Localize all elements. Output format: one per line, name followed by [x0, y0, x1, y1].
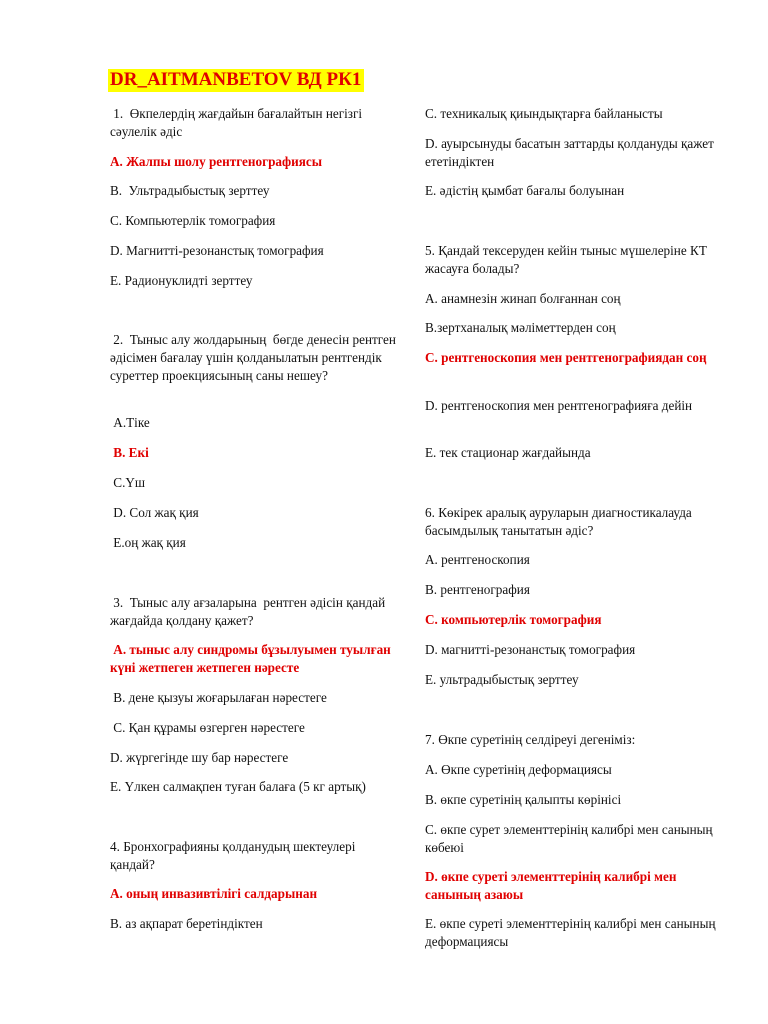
question-4-option-b: B. аз ақпарат беретіндіктен — [110, 916, 263, 931]
question-3-option-e: E. Үлкен салмақпен туған балаға (5 кг артық) — [110, 779, 366, 794]
question-1-stem: 1. Өкпелердің жағдайын бағалайтын негізгі сәулелік әдіс — [110, 106, 366, 139]
question-2-option-b-correct: B. Екі — [110, 445, 149, 460]
question-4-option-a-correct: A. оның инвазивтілігі салдарынан — [110, 886, 318, 901]
question-4-option-c: C. техникалық қиындықтарға байланысты — [425, 106, 663, 121]
question-5-option-a: A. анамнезін жинап болғаннан соң — [425, 291, 621, 306]
question-6-stem: 6. Көкірек аралық ауруларын диагностикалауда басымдылық танытатын әдіс? — [425, 505, 696, 538]
question-1-option-d: D. Магнитті-резонанстық томография — [110, 243, 324, 258]
question-6-option-d: D. магнитті-резонанстық томография — [425, 642, 636, 657]
question-6-option-c-correct: C. компьютерлік томография — [425, 612, 602, 627]
question-5-option-c-correct: C. рентгеноскопия мен рентгенографиядан соң — [425, 350, 707, 365]
question-2-option-e: E.оң жақ қия — [110, 535, 186, 550]
question-1-option-e: E. Радионуклидті зерттеу — [110, 273, 253, 288]
question-1-option-c: C. Компьютерлік томография — [110, 213, 276, 228]
question-3-option-b: B. дене қызуы жоғарылаған нәрестеге — [110, 690, 327, 705]
question-7-option-a: A. Өкпе суретінің деформациясы — [425, 762, 612, 777]
question-1-option-a-correct: A. Жалпы шолу рентгенографиясы — [110, 154, 323, 169]
question-1-option-b: B. Ультрадыбыстық зерттеу — [110, 183, 270, 198]
question-6-option-e: E. ультрадыбыстық зерттеу — [425, 672, 579, 687]
question-3-option-a-correct: A. тыныс алу синдромы бұзылуымен туылған күні жетпеген жетпеген нәресте — [110, 642, 395, 675]
question-6-option-b: B. рентгенография — [425, 582, 530, 597]
question-5-stem: 5. Қандай тексеруден кейін тыныс мүшелеріне КТ жасауға болады? — [425, 243, 711, 276]
question-4-option-d: D. ауырсынуды басатын заттарды қолдануды қажет ететіндіктен — [425, 136, 718, 169]
document-title: DR_AITMANBETOV ВД РК1 — [108, 69, 364, 92]
question-2-option-d: D. Сол жақ қия — [110, 505, 199, 520]
question-4-option-e: E. әдістің қымбат бағалы болуынан — [425, 183, 625, 198]
question-2-option-c: C.Үш — [110, 475, 146, 490]
question-6-option-a: A. рентгеноскопия — [425, 552, 530, 567]
question-2-stem: 2. Тыныс алу жолдарының бөгде денесін рентген әдісімен бағалау үшін қолданылатын рентгендік суреттер проекциясының саны нешеу? — [110, 332, 400, 383]
question-3-option-c: C. Қан құрамы өзгерген нәрестеге — [110, 720, 305, 735]
question-3-option-d: D. жүргегінде шу бар нәрестеге — [110, 750, 289, 765]
question-3-stem: 3. Тыныс алу ағзаларына рентген әдісін қандай жағдайда қолдану қажет? — [110, 595, 389, 628]
question-7-option-c: C. өкпе сурет элементтерінің калибрі мен санының көбеюі — [425, 822, 716, 855]
question-7-option-e: E. өкпе суреті элементтерінің калибрі мен санының деформациясы — [425, 916, 719, 949]
question-7-option-d-correct: D. өкпе суреті элементтерінің калибрі мен санының азаюы — [425, 869, 680, 902]
question-2-option-a: A.Тіке — [110, 415, 150, 430]
question-5-option-d: D. рентгеноскопия мен рентгенографияға дейін — [425, 398, 693, 413]
question-7-option-b: B. өкпе суретінің қалыпты көрінісі — [425, 792, 622, 807]
question-7-stem: 7. Өкпе суретінің селдіреуі дегеніміз: — [425, 732, 636, 747]
question-4-stem: 4. Бронхографияны қолданудың шектеулері қандай? — [110, 839, 359, 872]
question-5-option-e: E. тек стационар жағдайында — [425, 445, 591, 460]
question-5-option-b: B.зертханалық мәліметтерден соң — [425, 320, 616, 335]
